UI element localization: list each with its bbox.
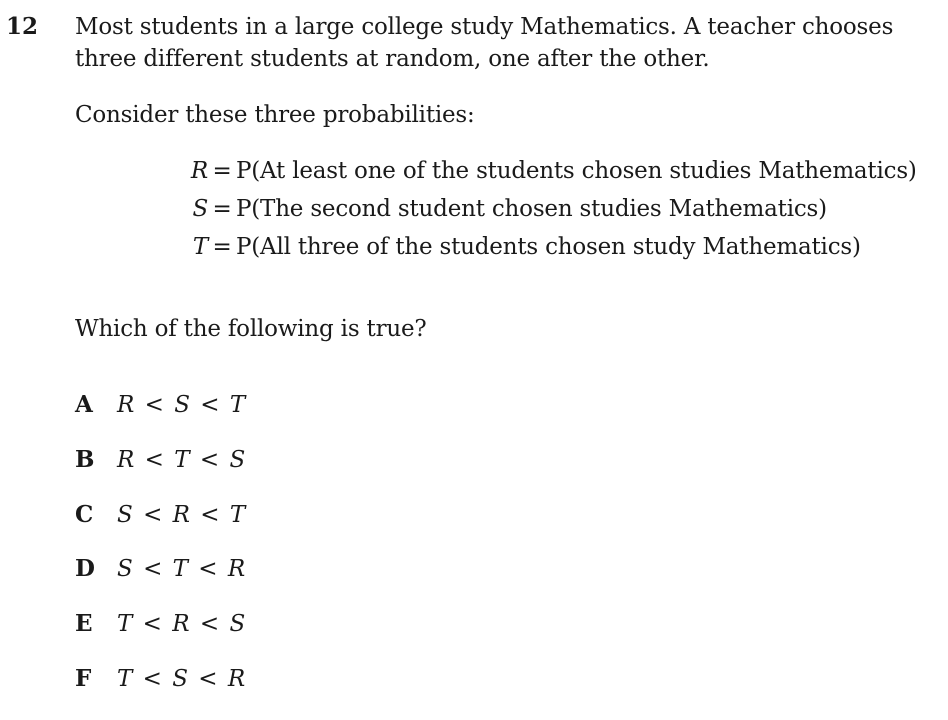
definition-text: P(The second student chosen studies Mathematics) xyxy=(236,196,827,222)
option-letter: E xyxy=(75,610,93,638)
question-stem-text: Most students in a large college study Mathematics. A teacher chooses three different students at random, one after the other. xyxy=(75,14,894,72)
consider-text: Consider these three probabilities: xyxy=(75,102,475,128)
probability-definitions xyxy=(186,154,917,268)
definition-row xyxy=(186,230,917,268)
answer-options xyxy=(75,388,245,717)
definition-text: P(At least one of the students chosen studies Mathematics) xyxy=(236,158,917,184)
definition-symbol: S xyxy=(192,196,208,222)
option-expression: R < S < T xyxy=(117,392,246,418)
answer-option-b[interactable] xyxy=(75,443,245,498)
definition-symbol: R xyxy=(190,158,208,184)
answer-option-a[interactable] xyxy=(75,388,245,443)
option-expression: S < R < T xyxy=(117,501,246,528)
equals-sign: = xyxy=(212,158,232,184)
option-letter: A xyxy=(75,391,93,418)
option-expression: T < S < R xyxy=(117,665,246,692)
question-stem xyxy=(75,11,941,75)
definition-row xyxy=(186,192,917,230)
answer-option-c[interactable] xyxy=(75,498,245,553)
option-letter: F xyxy=(75,664,92,692)
equals-sign: = xyxy=(212,234,232,260)
definition-symbol: T xyxy=(192,234,208,260)
option-expression: T < R < S xyxy=(117,611,246,638)
equals-sign: = xyxy=(212,196,232,222)
definition-text: P(All three of the students chosen study Mathematics) xyxy=(236,234,861,260)
option-expression: R < T < S xyxy=(117,446,246,473)
option-letter: B xyxy=(75,445,95,473)
definition-row xyxy=(186,154,917,192)
question-number: 12 xyxy=(6,13,39,40)
option-letter: D xyxy=(75,555,95,583)
answer-option-e[interactable] xyxy=(75,607,245,662)
option-expression: S < T < R xyxy=(117,556,246,583)
question-prompt: Which of the following is true? xyxy=(75,316,427,342)
answer-option-d[interactable] xyxy=(75,552,245,607)
option-letter: C xyxy=(75,500,94,528)
answer-option-f[interactable] xyxy=(75,662,245,717)
